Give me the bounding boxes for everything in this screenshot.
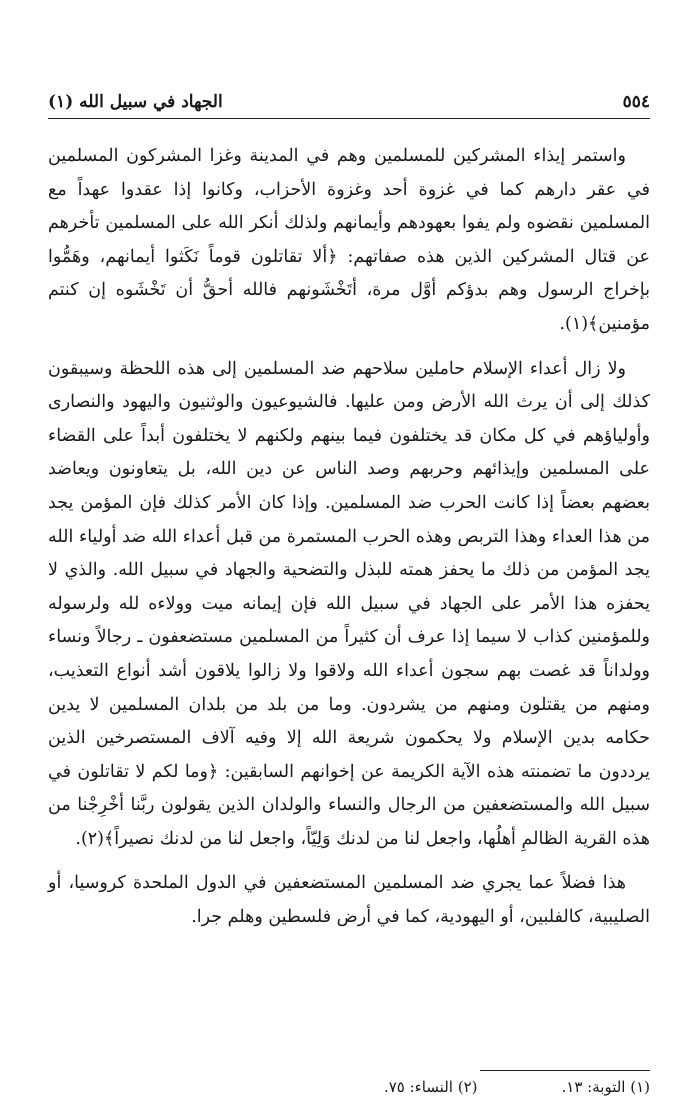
footnotes xyxy=(48,1076,650,1098)
paragraph-2: ولا زال أعداء الإسلام حاملين سلاحهم ضد المسلمين إلى هذه اللحظة وسيبقون كذلك إلى أن يرث الله الأرض ومن عليها. فالشيوعيون والوثنيون واليهود والنصارى وأولياؤهم في كل مكان قد يختلفون فيما بينهم ولكنهم لا يختلفون أبداً على القضاء على المسلمين وإيذائهم وحربهم وصد الناس عن دين الله، بل يتعاونون ويعاضد بعضهم بعضاً إذا كانت الحرب ضد المسلمين. وإذا كان الأمر كذلك فإن المؤمن يجد من هذا العداء وهذا التربص وهذه الحرب المستمرة من قبل أعداء الله ضد أولياء الله يجد المؤمن من ذلك ما يحفز همته للبذل والتضحية والجهاد في سبيل الله. والذي لا يحفزه هذا الأمر على الجهاد في سبيل الله فإن إيمانه ميت وولاءه لله ولرسوله وللمؤمنين كذاب لا سيما إذا عرف أن كثيراً من المسلمين مستضعفون ـ رجالاً ونساء وولداناً قد غصت بهم سجون أعداء الله ولاقوا ولا زالوا يلاقون أشد أنواع التعذيب، ومنهم من يقتلون ومنهم من يشردون. وما من بلد من بلدان المسلمين لا يدين حكامه بدين الإسلام ولا يحكمون شريعة الله إلا وفيه آلاف المستصرخين الذين يرددون ما تضمنته هذه الآية الكريمة عن إخوانهم السابقين: ﴿وما لكم لا تقاتلون في سبيل الله والمستضعفين من الرجال والنساء والولدان الذين يقولون ربَّنا أخْرِجْنا من هذه القرية الظالمِ أهلُها، واجعل لنا من لدنك وَلِيّاً، واجعل لنا من لدنك نصيراً﴾(٢). xyxy=(48,358,650,849)
header-rule xyxy=(48,118,650,119)
paragraph-3: هذا فضلاً عما يجري ضد المسلمين المستضعفين في الدول الملحدة كروسيا، أو الصليبية، كالفلبين، أو اليهودية، كما في أرض فلسطين وهلم جرا. xyxy=(48,873,650,928)
footnote-2: (٢) النساء: ٧٥. xyxy=(383,1078,478,1096)
running-title: الجهاد في سبيل الله (١) xyxy=(48,92,223,112)
footnote-1: (١) التوبة: ١٣. xyxy=(561,1078,650,1096)
running-head xyxy=(48,88,650,116)
page-number: ٥٥٤ xyxy=(622,92,650,112)
body-text xyxy=(48,140,650,946)
footnote-rule xyxy=(480,1070,650,1071)
paragraph-1: واستمر إيذاء المشركين للمسلمين وهم في المدينة وغزا المشركون المسلمين في عقر دارهم كما في غزوة أحد وغزوة الأحزاب، وكانوا إذا عقدوا عهداً مع المسلمين نقضوه ولم يفوا بعهودهم وأيمانهم ولذلك أنكر الله على المسلمين تأخرهم عن قتال المشركين الذين هذه صفاتهم: ﴿ألا تقاتلون قوماً نَكَثوا أيمانهم، وهَمُّوا بإخراج الرسول وهم بدؤكم أوَّل مرة، أتَخْشَونهم فالله أحقُّ أن تَخْشَوه إن كنتم مؤمنين﴾(١). xyxy=(48,146,651,334)
